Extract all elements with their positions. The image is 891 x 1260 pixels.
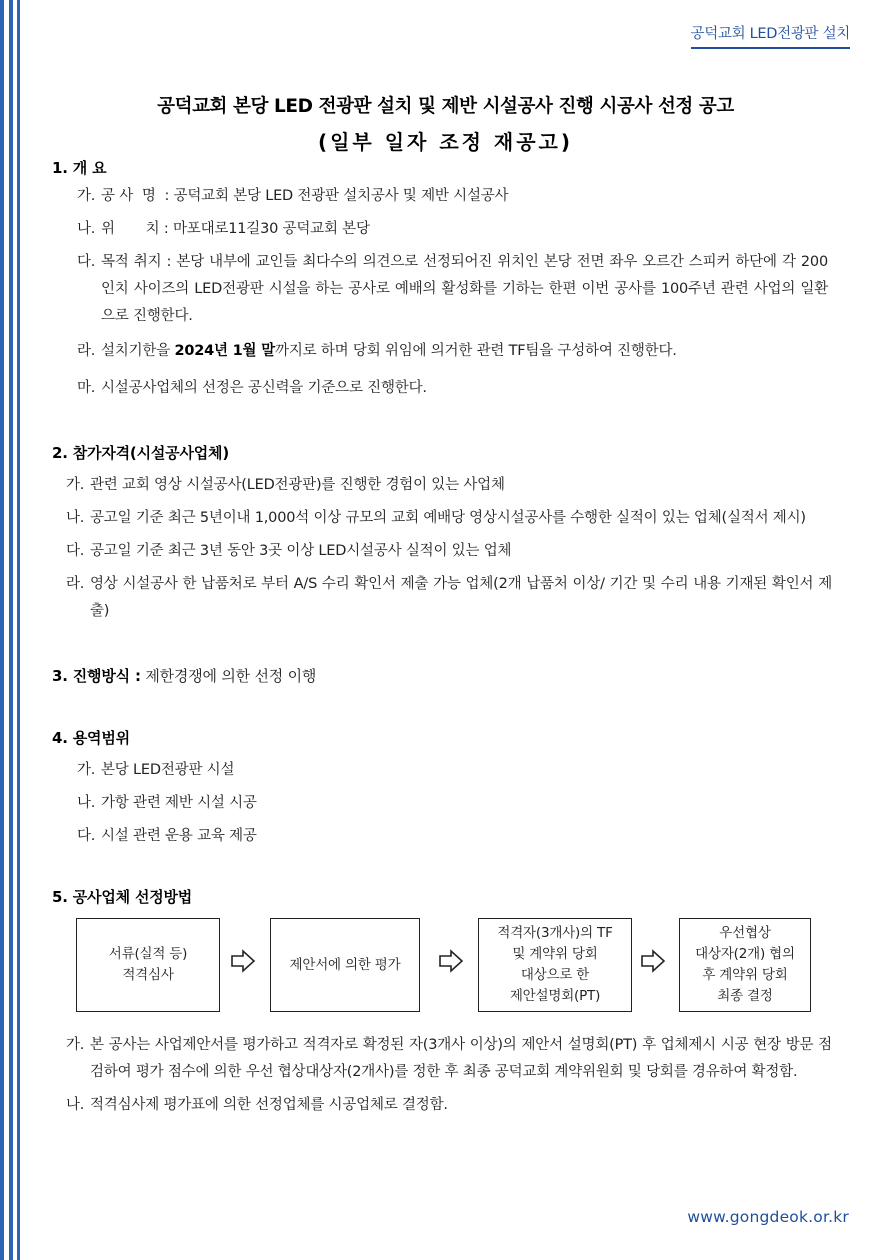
list-item bbox=[52, 375, 832, 402]
item-marker: 다. bbox=[77, 828, 96, 844]
item-marker: 라. bbox=[66, 576, 85, 592]
item-text: 공고일 기준 최근 3년 동안 3곳 이상 LED시설공사 실적이 있는 업체 bbox=[90, 543, 512, 559]
flow-step-final-decision: 우선협상 대상자(2개) 협의 후 계약위 당회 최종 결정 bbox=[679, 918, 811, 1012]
item-text bbox=[77, 338, 832, 365]
arrow-right-icon bbox=[438, 948, 464, 974]
section-selection-method bbox=[52, 884, 832, 1119]
item-marker: 다. bbox=[66, 543, 85, 559]
section-heading: 5. 공사업체 선정방법 bbox=[52, 888, 193, 906]
section-heading: 4. 용역범위 bbox=[52, 729, 130, 747]
item-text: 본 공사는 사업제안서를 평가하고 적격자로 확정된 자(3개사 이상)의 제안서 설명회(PT) 후 업체제시 시공 현장 방문 점검하여 평가 점수에 의한 우선 협상대상자(2개사)를 정한 후 최종 공덕교회 계약위원회 및 당회를 경유하여 확정함. bbox=[90, 1037, 832, 1080]
item-text: 적격심사제 평가표에 의한 선정업체를 시공업체로 결정함. bbox=[90, 1097, 448, 1113]
list-item bbox=[52, 216, 832, 243]
item-marker: 라. bbox=[77, 343, 96, 359]
arrow-right-icon bbox=[640, 948, 666, 974]
item-marker: 나. bbox=[77, 221, 96, 237]
list-item bbox=[52, 823, 832, 850]
header-label: 공덕교회 LED전광판 설치 bbox=[691, 22, 851, 49]
item-text: 시설 관련 운용 교육 제공 bbox=[101, 828, 257, 844]
list-item bbox=[52, 249, 832, 330]
list-item bbox=[52, 472, 832, 499]
section-heading: 3. 진행방식 : bbox=[52, 667, 141, 685]
item-text: 시설공사업체의 선정은 공신력을 기준으로 진행한다. bbox=[101, 380, 427, 396]
section-qualification bbox=[52, 440, 832, 625]
item-text: 본당 LED전광판 시설 bbox=[101, 762, 235, 778]
flow-step-screening: 서류(실적 등) 적격심사 bbox=[76, 918, 220, 1012]
item-text: 공 사 명 : 공덕교회 본당 LED 전광판 설치공사 및 제반 시설공사 bbox=[101, 188, 509, 204]
flow-step-proposal: 제안서에 의한 평가 bbox=[270, 918, 420, 1012]
list-item bbox=[52, 338, 832, 365]
page-subtitle: (일부 일자 조정 재공고) bbox=[317, 130, 574, 154]
section-process bbox=[52, 663, 832, 689]
document-body bbox=[52, 155, 832, 1119]
section-text: 제한경쟁에 의한 선정 이행 bbox=[140, 667, 317, 685]
list-item bbox=[52, 757, 832, 784]
arrow-right-icon bbox=[230, 948, 256, 974]
item-marker: 가. bbox=[77, 188, 96, 204]
list-item bbox=[52, 1092, 832, 1119]
item-text-post: 까지로 하며 당회 위임에 의거한 관련 TF팀을 구성하여 진행한다. bbox=[275, 343, 677, 359]
item-text-bold: 2024년 1월 말 bbox=[174, 343, 276, 359]
list-item bbox=[52, 571, 832, 625]
flow-step-presentation: 적격자(3개사)의 TF 및 계약위 당회 대상으로 한 제안설명회(PT) bbox=[478, 918, 632, 1012]
item-text: 관련 교회 영상 시설공사(LED전광판)를 진행한 경험이 있는 사업체 bbox=[90, 477, 505, 493]
item-marker: 가. bbox=[66, 1037, 85, 1053]
side-stripe-3 bbox=[17, 0, 20, 1260]
item-marker: 나. bbox=[77, 795, 96, 811]
selection-flow bbox=[52, 918, 832, 1018]
item-marker: 가. bbox=[77, 762, 96, 778]
item-text: 위 치 : 마포대로11길30 공덕교회 본당 bbox=[101, 221, 370, 237]
item-marker: 마. bbox=[77, 380, 96, 396]
item-text-pre: 설치기한을 bbox=[101, 343, 175, 359]
item-marker: 가. bbox=[66, 477, 85, 493]
section-heading: 1. 개 요 bbox=[52, 159, 107, 177]
item-marker: 나. bbox=[66, 510, 85, 526]
item-text: 공고일 기준 최근 5년이내 1,000석 이상 규모의 교회 예배당 영상시설공사를 수행한 실적이 있는 업체(실적서 제시) bbox=[90, 510, 806, 526]
website-link[interactable]: www.gongdeok.or.kr bbox=[687, 1208, 849, 1226]
list-item bbox=[52, 790, 832, 817]
section-scope bbox=[52, 725, 832, 850]
side-stripe-2 bbox=[9, 0, 13, 1260]
page-title: 공덕교회 본당 LED 전광판 설치 및 제반 시설공사 진행 시공사 선정 공고 bbox=[157, 96, 734, 117]
item-text: 영상 시설공사 한 납품처로 부터 A/S 수리 확인서 제출 가능 업체(2개 납품처 이상/ 기간 및 수리 내용 기재된 확인서 제출) bbox=[90, 576, 832, 619]
list-item bbox=[52, 505, 832, 532]
section-heading: 2. 참가자격(시설공사업체) bbox=[52, 444, 229, 462]
item-marker: 다. bbox=[77, 254, 96, 270]
side-stripe-1 bbox=[0, 0, 4, 1260]
list-item bbox=[52, 1032, 832, 1086]
list-item bbox=[52, 538, 832, 565]
item-marker: 나. bbox=[66, 1097, 85, 1113]
section-overview bbox=[52, 155, 832, 402]
item-text: 가항 관련 제반 시설 시공 bbox=[101, 795, 257, 811]
item-text: 목적 취지 : 본당 내부에 교인들 최다수의 의견으로 선정되어진 위치인 본당 전면 좌우 오르간 스피커 하단에 각 200인치 사이즈의 LED전광판 시설을 하는 공사로 예배의 활성화를 기하는 한편 이번 공사를 100주년 관련 사업의 일환으로 진행한다. bbox=[101, 254, 828, 324]
list-item bbox=[52, 183, 832, 210]
